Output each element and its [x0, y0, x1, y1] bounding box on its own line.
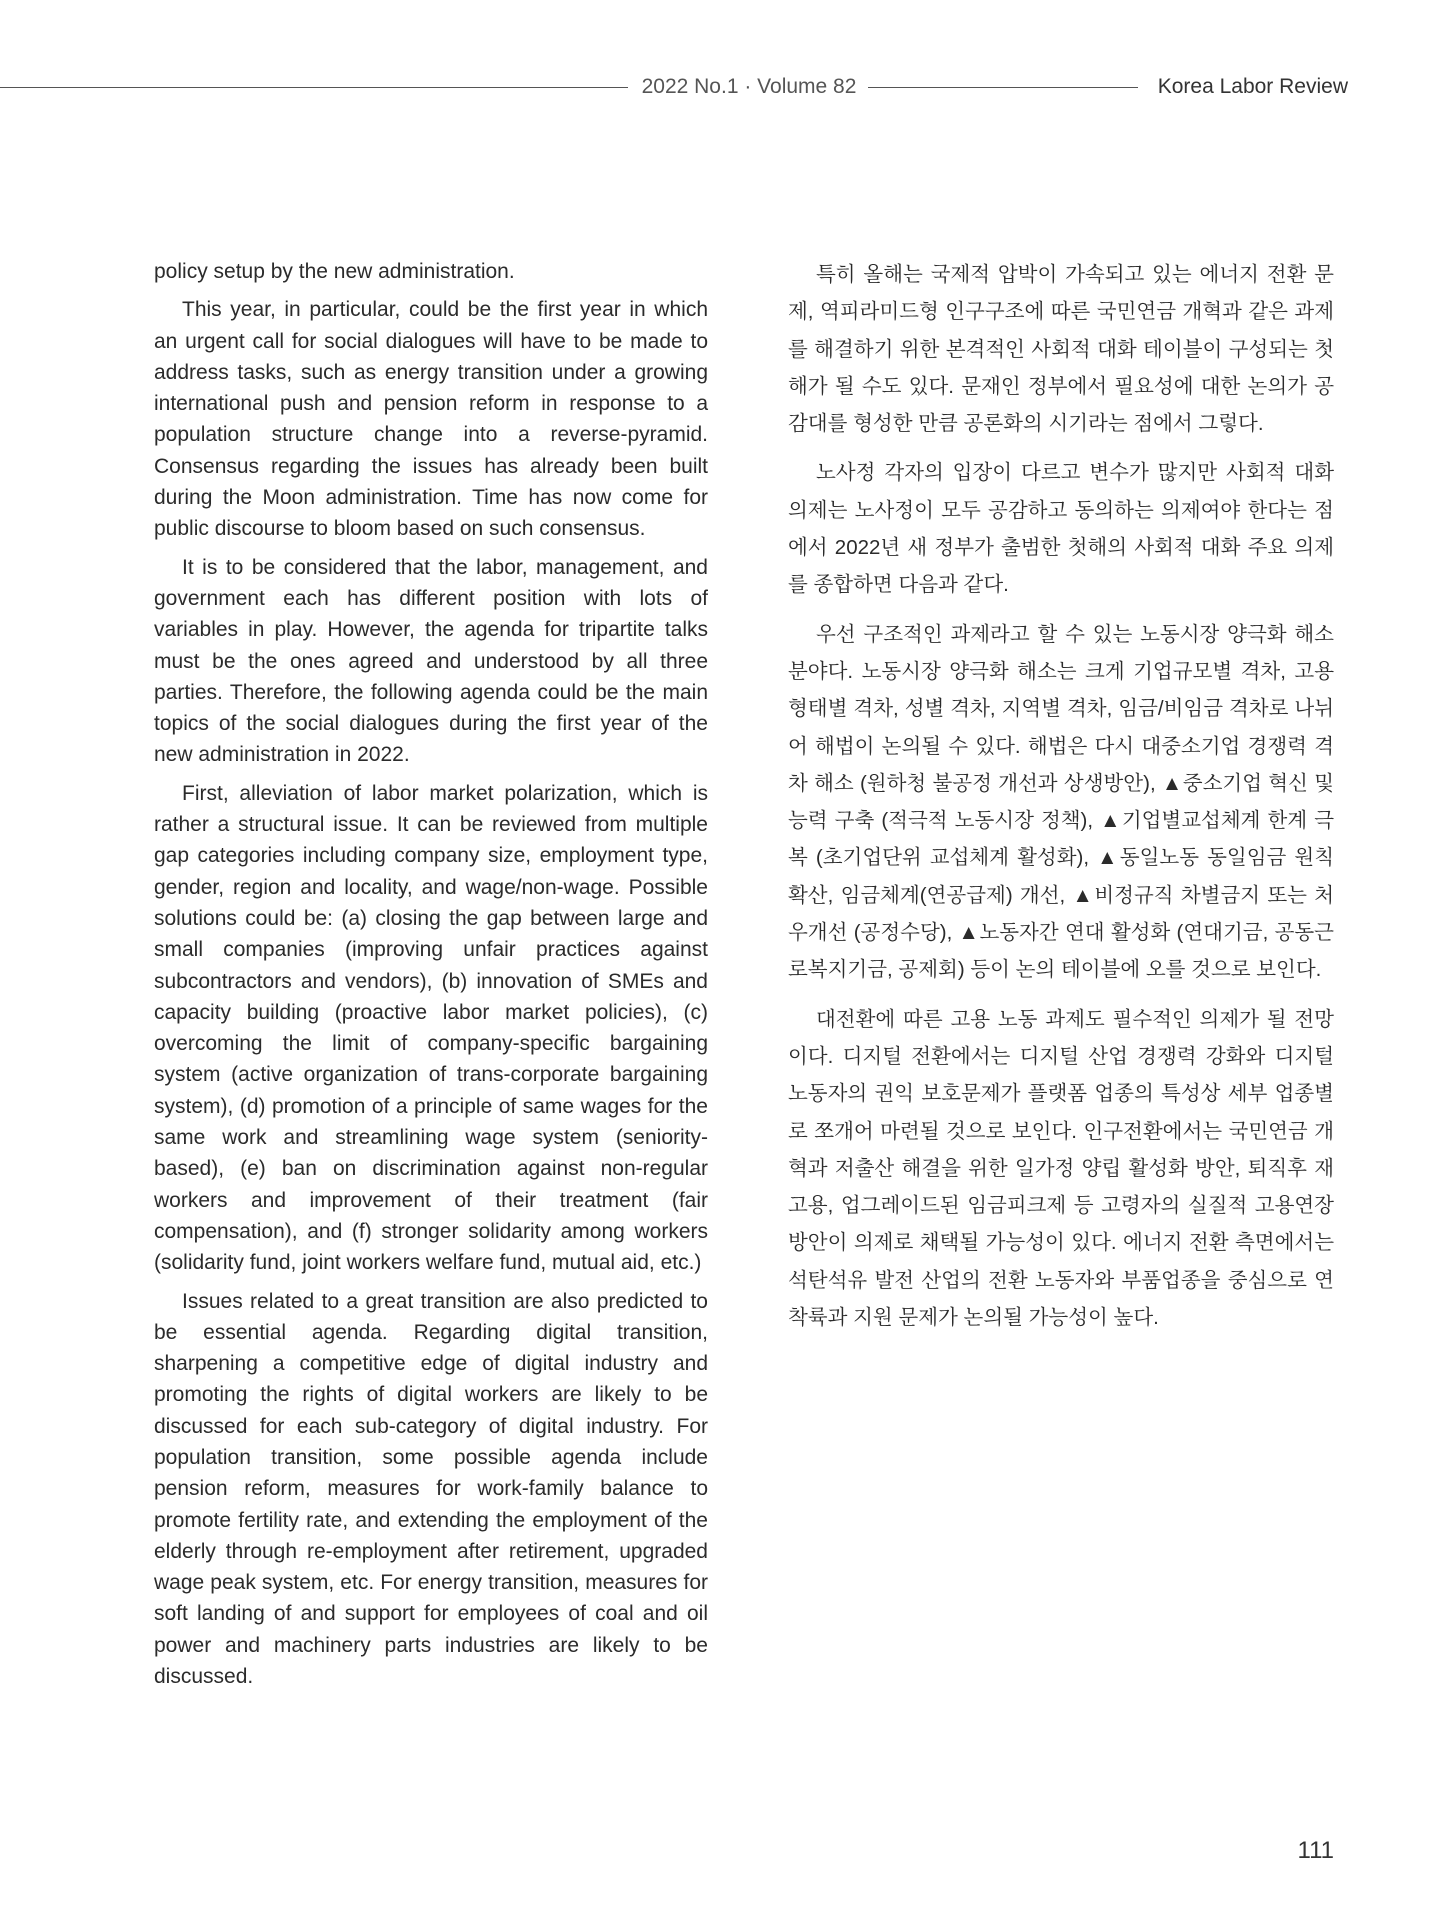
paragraph: 대전환에 따른 고용 노동 과제도 필수적인 의제가 될 전망이다. 디지털 전환에서는 디지털 산업 경쟁력 강화와 디지털 노동자의 권익 보호문제가 플랫폼 업종의 특성상 세부 업종별로 쪼개어 마련될 것으로 보인다. 인구전환에서는 국민연금 개혁과 저출산 해결을 위한 일가정 양립 활성화 방안, 퇴직후 재고용, 업그레이드된 임금피크제 등 고령자의 실질적 고용연장 방안이 의제로 채택될 가능성이 있다. 에너지 전환 측면에서는 석탄석유 발전 산업의 전환 노동자와 부품업종을 중심으로 연착륙과 지원 문제가 논의될 가능성이 높다. — [788, 1007, 1334, 1330]
english-column — [154, 256, 708, 1699]
paragraph: 노사정 각자의 입장이 다르고 변수가 많지만 사회적 대화 의제는 노사정이 모두 공감하고 동의하는 의제여야 한다는 점에서 2022년 새 정부가 출범한 첫해의 사회적 대화 주요 의제를 종합하면 다음과 같다. — [788, 461, 1334, 597]
paragraph: 우선 구조적인 과제라고 할 수 있는 노동시장 양극화 해소 분야다. 노동시장 양극화 해소는 크게 기업규모별 격차, 고용형태별 격차, 성별 격차, 지역별 격차, 임금/비임금 격차로 나뉘어 해법이 논의될 수 있다. 해법은 다시 대중소기업 경쟁력 격차 해소 (원하청 불공정 개선과 상생방안), ▲중소기업 혁신 및 능력 구축 (적극적 노동시장 정책), ▲기업별교섭체계 한계 극복 (초기업단위 교섭체계 활성화), ▲동일노동 동일임금 원칙 확산, 임금체계(연공급제) 개선, ▲비정규직 차별금지 또는 처우개선 (공정수당), ▲노동자간 연대 활성화 (연대기금, 공동근로복지기금, 공제회) 등이 논의 테이블에 오를 것으로 보인다. — [788, 622, 1334, 982]
header-rule-left — [0, 87, 628, 88]
journal-title: Korea Labor Review — [1157, 75, 1348, 98]
paragraph: It is to be considered that the labor, management, and government each has different position with lots of variables in play. However, the agenda for tripartite talks must be the ones agreed and understood by all three parties. Therefore, the following agenda could be the main topics of the social dialogues during the first year of the new administration in 2022. — [154, 555, 708, 767]
paragraph: Issues related to a great transition are also predicted to be essential agenda. Regarding digital transition, sharpening a competitive edge of digital industry and promoting the rights of digital workers are likely to be discussed for each sub-category of digital industry. For population transition, some possible agenda include pension reform, measures for work-family balance to promote fertility rate, and extending the employment of the elderly through re-employment after retirement, upgraded wage peak system, etc. For energy transition, measures for soft landing of and support for employees of coal and oil power and machinery parts industries are likely to be discussed. — [154, 1289, 708, 1689]
paragraph: This year, in particular, could be the first year in which an urgent call for social dialogues will have to be made to address tasks, such as energy transition under a growing international push and pension reform in response to a population structure change into a reverse-pyramid. Consensus regarding the issues has already been built during the Moon administration. Time has now come for public discourse to bloom based on such consensus. — [154, 298, 708, 541]
paragraph: First, alleviation of labor market polarization, which is rather a structural issue. It can be reviewed from multiple gap categories including company size, employment type, gender, region and locality, and wage/non-wage. Possible solutions could be: (a) closing the gap between large and small companies (improving unfair practices against subcontractors and vendors), (b) innovation of SMEs and capacity building (proactive labor market policies), (c) overcoming the limit of company-specific bargaining system (active organization of trans-corporate bargaining system), (d) promotion of a principle of same wages for the same work and streamlining wage system (seniority-based), (e) ban on discrimination against non-regular workers and improvement of their treatment (fair compensation), and (f) stronger solidarity among workers (solidarity fund, joint workers welfare fund, mutual aid, etc.) — [154, 781, 708, 1275]
paragraph: policy setup by the new administration. — [154, 260, 515, 283]
header-rule-middle — [868, 87, 1138, 88]
issue-label: 2022 No.1 · Volume 82 — [641, 75, 857, 98]
running-header — [0, 70, 1431, 104]
paragraph: 특히 올해는 국제적 압박이 가속되고 있는 에너지 전환 문제, 역피라미드형 인구구조에 따른 국민연금 개혁과 같은 과제를 해결하기 위한 본격적인 사회적 대화 테이블이 구성되는 첫해가 될 수도 있다. 문재인 정부에서 필요성에 대한 논의가 공감대를 형성한 만큼 공론화의 시기라는 점에서 그렇다. — [788, 263, 1334, 436]
page-number: 111 — [1297, 1837, 1334, 1864]
korean-column — [788, 256, 1334, 1348]
